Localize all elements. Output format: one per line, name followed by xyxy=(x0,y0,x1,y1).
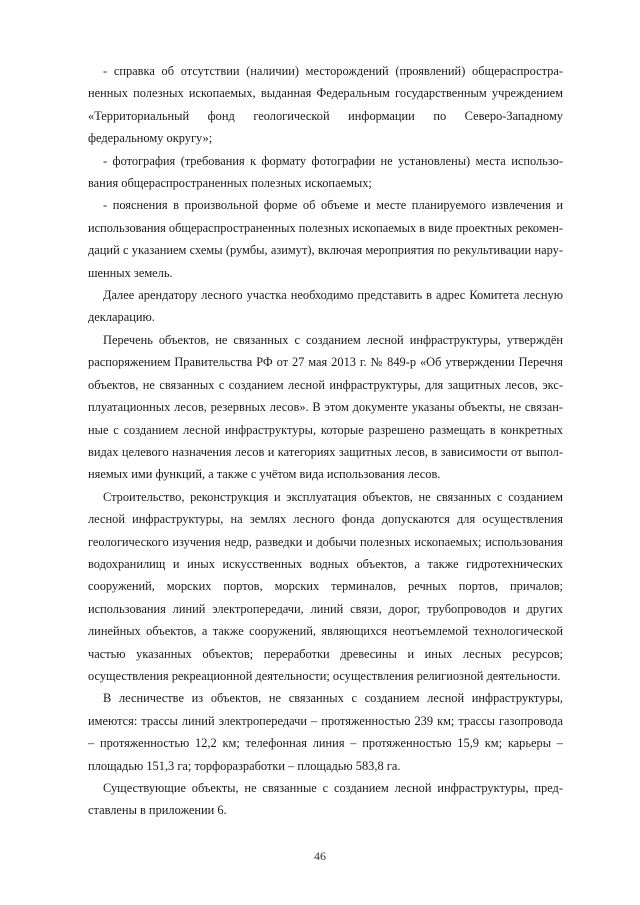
paragraph-forestry-objects: В лесничестве из объектов, не связанных с созданием лесной инфраструктуры, имеются: трассы линий электропередачи – протяженностью 239 км; трассы газопровода – протяженностью 12,2 км; телефонная линия – протяженностью 15,9 км; карьеры – площадью 151,3 га; торфоразработки – площадью 583,8 га. xyxy=(88,691,563,773)
body-text xyxy=(88,60,563,822)
paragraph-photo: - фотография (требования к формату фотографии не установлены) места использования общераспространенных полезных ископаемых; xyxy=(88,153,563,191)
paragraph-appendix: Существующие объекты, не связанные с созданием лесной инфраструктуры, представлены в приложении 6. xyxy=(88,781,563,818)
paragraph-explanations: - пояснения в произвольной форме об объеме и месте планируемого извлечения и использования общераспространенных полезных ископаемых в виде проектных рекомендаций с указанием схемы (румбы, азимут), включая мероприятия по рекультивации нарушенных земель. xyxy=(88,198,563,280)
paragraph-certificate: - справка об отсутствии (наличии) месторождений (проявлений) общераспространенных полезных ископаемых, выданная Федеральным государственным учреждением «Территориальный фонд геологической информации по Северо-Западному федеральному округу»; xyxy=(88,64,563,146)
paragraph-declaration: Далее арендатору лесного участка необходимо представить в адрес Комитета лесную декларацию. xyxy=(88,288,563,325)
paragraph-objects-list: Перечень объектов, не связанных с созданием лесной инфраструктуры, утверждён распоряжением Правительства РФ от 27 мая 2013 г. № 849-р «Об утверждении Перечня объектов, не связанных с созданием лесной инфраструктуры, для защитных лесов, эксплуатационных лесов, резервных лесов». В этом документе указаны объекты, не связанные с созданием лесной инфраструктуры, которые разрешено размещать в конкретных видах целевого назначения лесов и категориях защитных лесов, в зависимости от выполняемых ими функций, а также с учётом вида использования лесов. xyxy=(88,332,563,482)
paragraph-construction: Строительство, реконструкция и эксплуатация объектов, не связанных с созданием лесной инфраструктуры, на землях лесного фонда допускаются для осуществления геологического изучения недр, разведки и добычи полезных ископаемых; использования водохранилищ и иных искусственных водных объектов, а также гидротехнических сооружений, морских портов, морских терминалов, речных портов, причалов; использования линий электропередачи, линий связи, дорог, трубопроводов и других линейных объектов, а также сооружений, являющихся неотъемлемой технологической частью указанных объектов; переработки древесины и иных лесных ресурсов; осуществления рекреационной деятельности; осуществления религиозной деятельности. xyxy=(88,489,563,683)
page-number: 46 xyxy=(314,849,326,863)
